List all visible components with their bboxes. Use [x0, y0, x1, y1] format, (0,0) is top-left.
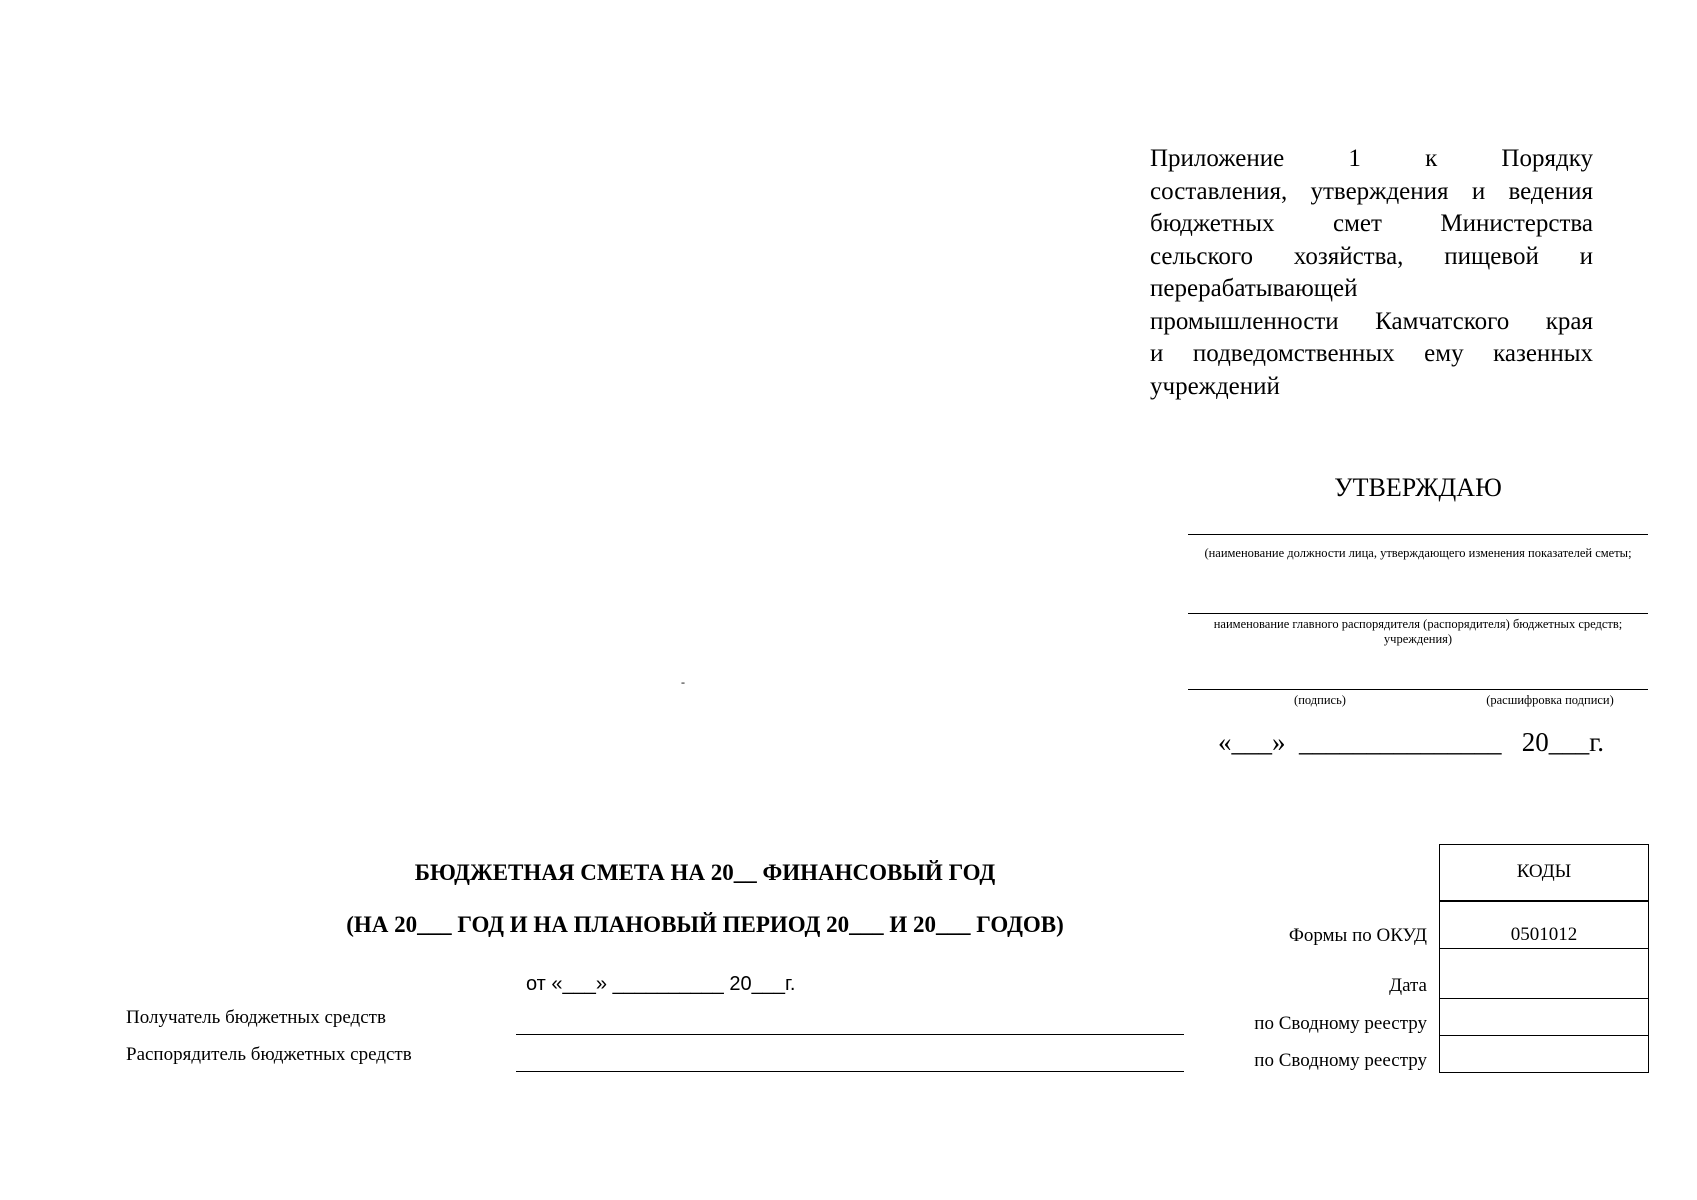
signature-line [1188, 689, 1648, 690]
appendix-line: составления, утверждения и ведения [1150, 177, 1593, 205]
recipient-label: Получатель бюджетных средств [126, 1007, 386, 1028]
code-label-registry: по Сводному реестру [1254, 1013, 1427, 1034]
code-value-okud[interactable]: 0501012 [1440, 901, 1649, 949]
appendix-line: перерабатывающей [1150, 275, 1358, 302]
manager-field-line[interactable] [516, 1071, 1184, 1072]
approval-date: «___» _______________ 20___г. [1218, 727, 1605, 757]
document-title: БЮДЖЕТНАЯ СМЕТА НА 20__ ФИНАНСОВЫЙ ГОД [414, 860, 996, 885]
document-date: от «___» __________ 20___г. [526, 973, 796, 995]
position-signature-line [1188, 534, 1648, 535]
appendix-line: Приложение 1 к Порядку [1150, 145, 1593, 172]
code-label-okud: Формы по ОКУД [1288, 925, 1427, 946]
code-value-date[interactable] [1440, 949, 1649, 999]
position-caption: (наименование должности лица, утверждающего изменения показателей сметы; [1204, 546, 1632, 560]
signature-caption: (подпись) [1294, 693, 1346, 707]
manager-label: Распорядитель бюджетных средств [126, 1044, 412, 1065]
appendix-line: сельского хозяйства, пищевой и [1150, 242, 1593, 270]
manager-caption: наименование главного распорядителя (распорядителя) бюджетных средств; учреждения) [1213, 617, 1623, 646]
appendix-reference [1150, 143, 1593, 403]
manager-signature-line [1188, 613, 1648, 614]
codes-header: КОДЫ [1440, 845, 1649, 901]
recipient-field-line[interactable] [516, 1034, 1184, 1035]
approval-title: УТВЕРЖДАЮ [1334, 473, 1502, 502]
code-label-date: Дата [1389, 975, 1427, 996]
stray-dash: - [681, 675, 685, 689]
appendix-line: и подведомственных ему казенных [1150, 340, 1593, 367]
appendix-line: учреждений [1150, 372, 1280, 400]
code-value-registry[interactable] [1440, 999, 1649, 1036]
code-value-registry-2[interactable] [1440, 1036, 1649, 1073]
document-subtitle: (НА 20___ ГОД И НА ПЛАНОВЫЙ ПЕРИОД 20___ И 20___ ГОДОВ) [346, 912, 1064, 937]
codes-table [1439, 844, 1649, 1073]
code-label-registry-2: по Сводному реестру [1254, 1050, 1427, 1071]
appendix-line: бюджетных смет Министерства [1150, 210, 1593, 237]
signature-decoding-caption: (расшифровка подписи) [1486, 693, 1614, 707]
appendix-line: промышленности Камчатского края [1150, 307, 1593, 335]
